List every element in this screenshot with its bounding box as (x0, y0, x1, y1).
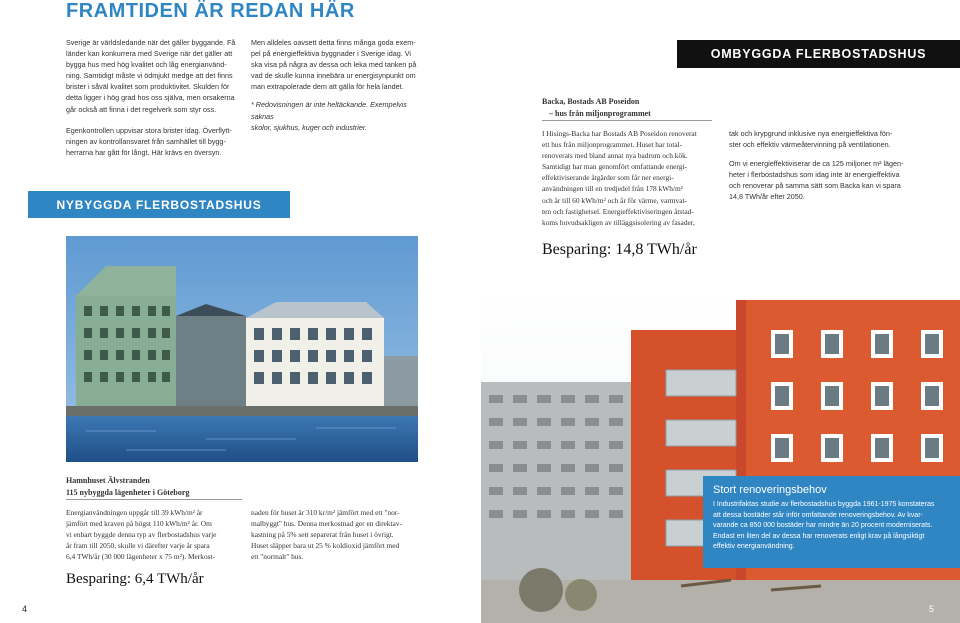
renovated-building-photo (481, 290, 960, 623)
right-caption-title: Backa, Bostads AB Poseidon (542, 97, 640, 106)
right-body-paragraph-1: I Hisings-Backa har Bostads AB Poseidon renoverat ett hus från miljonprogrammet. Huset har total- renoverats med bland annat nya badrum och kök. Samtidigt har man genomfört omfattande energi- effektiviserande åtgärder som får ner energi- användningen till en tredjedel från 178 kWh/m² och år till 60 kWh/m² och år för värme, varmvat- ten och fastighetsel. Energieffektiviseringen åtstad- koms huvudsakligen av tilläggsisolering av fasader, (542, 129, 697, 227)
renovated-building-image (481, 290, 960, 623)
footnote: * Redovisningen är inte heltäckande. Exempelvis saknas skolor, sjukhus, kuger och industrier. (251, 100, 407, 132)
left-caption-subtitle: 115 nybyggda lägenheter i Göteborg (66, 488, 190, 497)
intro-paragraph-2: Egenkontrollen uppvisar stora brister idag. Överflytt- ningen av kontrollansvaret från samhället till bygg- herrarna har gått för långt. Här krävs en översyn. (66, 125, 232, 157)
right-body-column-1 (542, 128, 714, 228)
left-body-column-1 (66, 507, 242, 562)
left-body-paragraph-2: naden för huset är 310 kr/m² jämfört med ett "nor- malbyggt" hus. Denna merkostnad ger en direktav- kastning på 5% sett separerat från huset i övrigt. Huset släpper bara ut 25 % koldioxid jämfört med ett "normalt" hus. (251, 508, 402, 562)
section-band-renovated-buildings: OMBYGGDA FLERBOSTADSHUS (677, 40, 960, 68)
left-saving: Besparing: 6,4 TWh/år (66, 571, 204, 587)
renovation-info-box (703, 476, 960, 568)
page-number-right: 5 (929, 604, 935, 614)
info-box-title: Stort renoveringsbehov (713, 484, 827, 496)
right-saving: Besparing: 14,8 TWh/år (542, 241, 697, 258)
left-body-paragraph-1: Energianvändningen uppgår till 39 kWh/m² år jämfört med kraven på högst 110 kWh/m² år. Om vi enbart byggde denna typ av flerbostadshus varje år fram till 2050, skulle vi därefter varje år spara 6,4 TWh/år (30 000 lägenheter x 75 m²). Merkost- (66, 508, 217, 562)
left-caption-title: Hamnhuset Älvstranden (66, 476, 150, 485)
section-band-new-buildings: NYBYGGDA FLERBOSTADSHUS (28, 191, 290, 218)
page-title: FRAMTIDEN ÄR REDAN HÄR (66, 0, 355, 22)
harbor-buildings-image (66, 236, 418, 462)
right-body-paragraph-3: Om vi energieffektiviserar de ca 125 miljoner m² lägen- heter i flerbostadshus som idag inte är energieffektiva och renoverar på samma sätt som Backa kan vi spara 14,8 TWh/år efter 2050. (729, 159, 904, 202)
right-caption-rule (542, 120, 712, 121)
right-body-column-2 (729, 128, 944, 203)
left-body-column-2 (251, 507, 431, 562)
left-caption-rule (66, 499, 242, 500)
mid-column (251, 37, 431, 133)
intro-paragraph-1: Sverige är världsledande när det gäller byggande. Få länder kan konkurrera med Sverige när det gäller att bygga hus med hög kvalitet och låg energianvänd- ning. Samtidigt måste vi ödmjukt medge att det finns brister i såväl kvalitet som produktivitet. Skulden för detta ligger i hög grad hos oss själva, men orsakerna går också att finna i det regelverk som styr oss. (66, 38, 236, 114)
mid-paragraph: Men alldeles oavsett detta finns många goda exem- pel på energieffektiva byggnader i Sverige idag. Vi ska visa på några av dessa och leka med tanken på vad de skulle kunna innebära ur energisynpunkt om man extrapolerade dem att gälla för hela landet. (251, 38, 417, 92)
left-caption (66, 475, 189, 499)
page-number-left: 4 (22, 604, 28, 614)
intro-column (66, 37, 242, 158)
info-box-text: I Industrifaktas studie av flerbostadshus byggda 1961-1975 konstateras att dessa bostäder står inför omfattande renoveringsbehov. Av kvar- varande ca 850 000 bostäder har mindre än 20 procent moderniserats. Endast en liten del av dessa har renoverats enligt krav på långsiktigt effektiv energianvändning. (713, 501, 935, 551)
right-caption-subtitle: – hus från miljonprogrammet (549, 109, 651, 118)
harbor-buildings-photo (66, 236, 418, 462)
right-body-paragraph-2: tak och krypgrund inklusive nya energieffektiva fön- ster och effektiv värmeåtervinning på ventilationen. (729, 129, 893, 150)
right-caption (542, 96, 651, 120)
